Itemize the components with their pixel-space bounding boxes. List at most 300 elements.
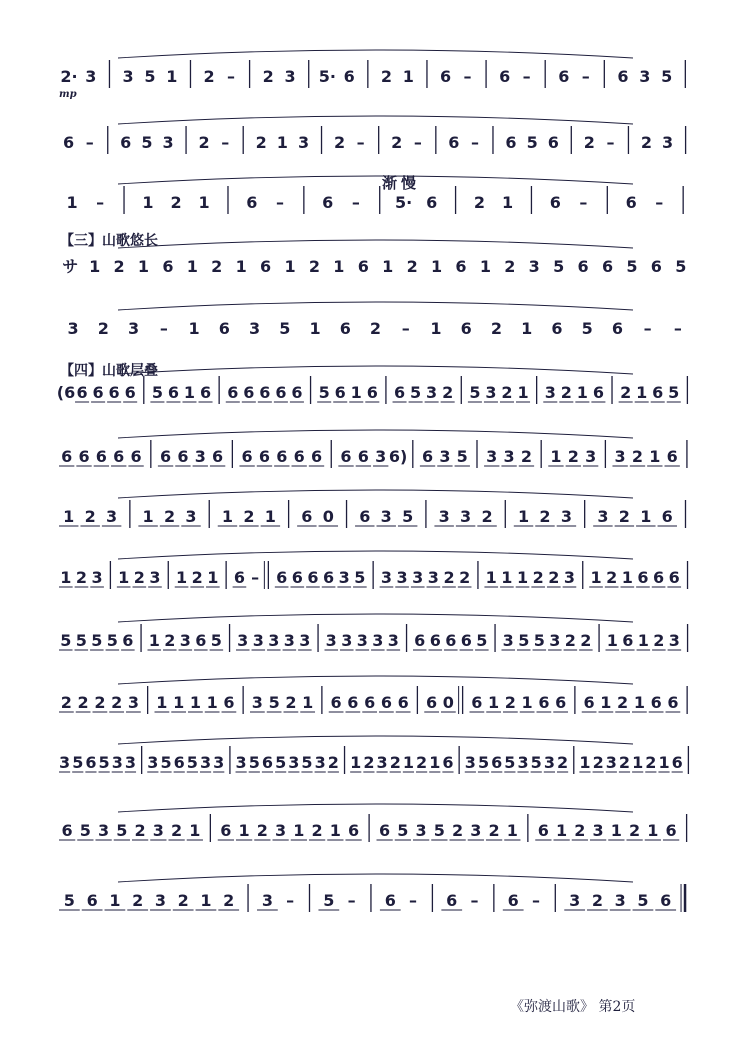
note: 3 bbox=[124, 753, 137, 772]
row-9 bbox=[59, 551, 688, 589]
note: 3 bbox=[517, 753, 529, 772]
note: 6 bbox=[547, 133, 559, 152]
note: 6 bbox=[652, 383, 664, 402]
note: 3 bbox=[412, 568, 424, 587]
note: 3 bbox=[85, 67, 97, 86]
note: 1 bbox=[402, 753, 415, 772]
note: – bbox=[413, 133, 422, 152]
slur bbox=[118, 176, 633, 184]
note: 6 bbox=[671, 753, 683, 772]
note: 2 bbox=[84, 507, 96, 526]
note: – bbox=[643, 319, 652, 338]
slur bbox=[118, 874, 633, 882]
note: 3 bbox=[614, 891, 626, 910]
note: 5 bbox=[75, 631, 87, 650]
note: 6 bbox=[366, 383, 378, 402]
note: 2 bbox=[548, 568, 560, 587]
note: 6 bbox=[310, 447, 323, 466]
note: 1 bbox=[156, 693, 168, 712]
note: 1 bbox=[235, 257, 247, 276]
note: 6 bbox=[212, 447, 224, 466]
note: 2 bbox=[473, 193, 486, 212]
note: 2 bbox=[481, 507, 493, 526]
note: 1 bbox=[610, 821, 622, 840]
note: 3 bbox=[59, 753, 71, 772]
note: 3 bbox=[237, 631, 249, 650]
note: 5 bbox=[504, 753, 516, 772]
note: 6 bbox=[397, 693, 409, 712]
note: 6 bbox=[380, 693, 392, 712]
note: 3 bbox=[162, 133, 174, 152]
note: 3 bbox=[314, 753, 326, 772]
note: (6 bbox=[56, 383, 76, 402]
note: 1 bbox=[430, 319, 442, 338]
note: – bbox=[401, 319, 410, 338]
note: 6 bbox=[429, 631, 441, 650]
note: 3 bbox=[569, 891, 581, 910]
note: 1 bbox=[350, 383, 362, 402]
slur bbox=[118, 490, 633, 498]
note: 6 bbox=[291, 568, 303, 587]
note: 3 bbox=[199, 753, 212, 772]
note: 3 bbox=[91, 568, 103, 587]
note: 6 bbox=[650, 257, 662, 276]
note: 3 bbox=[341, 631, 353, 650]
note: 6 bbox=[61, 821, 73, 840]
note: 6 bbox=[393, 383, 406, 402]
note: 5· bbox=[394, 193, 413, 212]
note: 1 bbox=[183, 383, 196, 402]
note: 6 bbox=[220, 821, 232, 840]
note: 6 bbox=[177, 447, 189, 466]
note: 5 bbox=[98, 753, 110, 772]
note: 6 bbox=[199, 383, 212, 402]
note: 6) bbox=[388, 447, 408, 466]
note: 6 bbox=[455, 257, 467, 276]
note: 3 bbox=[252, 631, 264, 650]
note: 1 bbox=[402, 67, 414, 86]
note: 3 bbox=[261, 891, 273, 910]
note: 1 bbox=[293, 821, 305, 840]
note: 2 bbox=[285, 693, 297, 712]
note: 6 bbox=[384, 891, 396, 910]
note: 2 bbox=[333, 133, 346, 152]
note: 1 bbox=[189, 821, 201, 840]
note: 5 bbox=[160, 753, 172, 772]
note: 2 bbox=[369, 319, 382, 338]
note: 3 bbox=[662, 133, 674, 152]
note: 6 bbox=[442, 753, 454, 772]
note: 3 bbox=[470, 821, 482, 840]
note: 3 bbox=[563, 568, 576, 587]
note: 2 bbox=[580, 631, 592, 650]
note: 1 bbox=[506, 821, 518, 840]
note: 6 bbox=[460, 631, 472, 650]
note: 5 bbox=[637, 891, 649, 910]
note: 6 bbox=[359, 507, 371, 526]
note: 1 bbox=[590, 568, 602, 587]
note: 3 bbox=[560, 507, 572, 526]
note: 3 bbox=[248, 319, 261, 338]
note: 1 bbox=[516, 568, 529, 587]
note: 5 bbox=[397, 821, 409, 840]
note: 6 bbox=[592, 383, 604, 402]
note: 2 bbox=[255, 133, 267, 152]
note: 6 bbox=[95, 447, 107, 466]
note: 1 bbox=[430, 257, 443, 276]
note: 2 bbox=[391, 133, 403, 152]
note: 1 bbox=[382, 257, 394, 276]
note: 5 bbox=[668, 383, 680, 402]
note: 3 bbox=[485, 383, 497, 402]
note: 1 bbox=[501, 568, 513, 587]
note: 1 bbox=[109, 891, 121, 910]
note: – bbox=[356, 133, 365, 152]
note: 1 bbox=[89, 257, 101, 276]
note: 6 bbox=[276, 568, 288, 587]
note: 5 bbox=[318, 383, 330, 402]
note: 6 bbox=[108, 383, 120, 402]
row-1 bbox=[60, 50, 685, 88]
note: 3 bbox=[122, 67, 134, 86]
note: 6 bbox=[426, 193, 438, 212]
note: 6 bbox=[85, 753, 97, 772]
note: 2 bbox=[77, 693, 89, 712]
note: 2 bbox=[416, 753, 428, 772]
note: 6 bbox=[227, 383, 239, 402]
note: 3 bbox=[213, 753, 225, 772]
note: 3 bbox=[427, 568, 439, 587]
note: 6 bbox=[243, 383, 255, 402]
note: 2 bbox=[567, 447, 579, 466]
note: 2 bbox=[504, 693, 516, 712]
note: 1 bbox=[186, 257, 198, 276]
note: 3 bbox=[67, 319, 79, 338]
note: 2 bbox=[645, 753, 657, 772]
note: – bbox=[226, 67, 235, 86]
note: – bbox=[606, 133, 615, 152]
note: 5 bbox=[530, 753, 542, 772]
note: 1 bbox=[501, 193, 514, 212]
note: – bbox=[275, 193, 284, 212]
note: 3 bbox=[111, 753, 123, 772]
note: 3 bbox=[614, 447, 626, 466]
row-4 bbox=[62, 240, 686, 276]
note: 5 bbox=[91, 631, 103, 650]
note: 1 bbox=[207, 568, 219, 587]
note: 3 bbox=[185, 507, 197, 526]
note: 2 bbox=[191, 568, 203, 587]
note: 1 bbox=[137, 257, 150, 276]
note: – bbox=[655, 193, 664, 212]
section-heading-three: 【三】山歌悠长 bbox=[60, 233, 158, 249]
note: 3 bbox=[372, 631, 384, 650]
note: 5 bbox=[301, 753, 313, 772]
note: 2 bbox=[60, 693, 72, 712]
note: 1 bbox=[633, 693, 645, 712]
note: 2 bbox=[132, 891, 144, 910]
note: 6 bbox=[241, 447, 253, 466]
note: 3 bbox=[147, 753, 159, 772]
note: 2 bbox=[111, 693, 123, 712]
note: 5 bbox=[675, 257, 687, 276]
note: 3 bbox=[297, 133, 310, 152]
note: 3 bbox=[375, 447, 387, 466]
row-11 bbox=[59, 676, 687, 714]
note: 3 bbox=[668, 631, 680, 650]
note: 6 bbox=[448, 133, 460, 152]
note: 3 bbox=[585, 447, 597, 466]
note: 3 bbox=[194, 447, 206, 466]
note: 3 bbox=[283, 631, 295, 650]
note: 2 bbox=[203, 67, 215, 86]
note: – bbox=[286, 891, 295, 910]
note: 6 bbox=[637, 568, 649, 587]
note: 1 bbox=[488, 693, 500, 712]
note: 3 bbox=[380, 568, 393, 587]
note: 3 bbox=[543, 753, 555, 772]
slur bbox=[118, 240, 633, 248]
note: 2 bbox=[592, 753, 604, 772]
note: 3 bbox=[592, 821, 604, 840]
note: 2 bbox=[256, 821, 268, 840]
note: 1 bbox=[221, 507, 234, 526]
note: 6 bbox=[322, 193, 334, 212]
note: 5 bbox=[144, 67, 156, 86]
note: 2 bbox=[583, 133, 595, 152]
note: 2 bbox=[164, 631, 176, 650]
note: 2 bbox=[520, 447, 533, 466]
note: 2 bbox=[97, 319, 109, 338]
note: – bbox=[96, 193, 105, 212]
note: 6 bbox=[340, 447, 352, 466]
note: 6 bbox=[122, 631, 134, 650]
slur bbox=[118, 804, 633, 812]
note: 2 bbox=[488, 821, 500, 840]
note: 2 bbox=[94, 693, 106, 712]
note: サ bbox=[62, 257, 79, 276]
note: 1 bbox=[429, 753, 441, 772]
note: – bbox=[470, 133, 479, 152]
note: 1 bbox=[517, 507, 530, 526]
note: 3 bbox=[127, 693, 139, 712]
slur bbox=[118, 551, 633, 559]
note: 1 bbox=[60, 568, 72, 587]
note: 2 bbox=[406, 257, 418, 276]
note: 3 bbox=[396, 568, 408, 587]
note: 6 bbox=[665, 821, 677, 840]
note: 1 bbox=[189, 693, 201, 712]
slur bbox=[118, 430, 633, 438]
note: 1 bbox=[521, 693, 533, 712]
note: 5 bbox=[626, 257, 638, 276]
note: 3 bbox=[549, 631, 561, 650]
note: 6 bbox=[275, 383, 287, 402]
note: 2 bbox=[564, 631, 576, 650]
note: 6 bbox=[601, 257, 614, 276]
note: 1 bbox=[640, 507, 652, 526]
note: 3 bbox=[460, 507, 472, 526]
note: 1 bbox=[658, 753, 670, 772]
note: 6 bbox=[260, 257, 272, 276]
note: 5 bbox=[526, 133, 538, 152]
note: 1 bbox=[238, 821, 250, 840]
note: 3 bbox=[502, 631, 514, 650]
note: 6 bbox=[364, 693, 376, 712]
note: 1 bbox=[264, 507, 276, 526]
note: 2 bbox=[389, 753, 401, 772]
note: 6 bbox=[76, 383, 88, 402]
note: 1 bbox=[649, 447, 661, 466]
note: 3 bbox=[235, 753, 247, 772]
note: 6 bbox=[668, 568, 680, 587]
note: 6 bbox=[660, 891, 672, 910]
note: 2 bbox=[452, 821, 464, 840]
note: 1 bbox=[329, 821, 341, 840]
note: 1 bbox=[579, 753, 591, 772]
note: 3 bbox=[597, 507, 609, 526]
note: – bbox=[673, 319, 682, 338]
note: 2 bbox=[243, 507, 255, 526]
note: 2 bbox=[618, 753, 631, 772]
note: 2 bbox=[223, 891, 235, 910]
note: 6 bbox=[293, 447, 305, 466]
note: 6 bbox=[78, 447, 90, 466]
note: 6 bbox=[339, 319, 351, 338]
note: 2 bbox=[327, 753, 339, 772]
note: 3 bbox=[639, 67, 651, 86]
note: 2 bbox=[311, 821, 323, 840]
note: – bbox=[251, 568, 260, 587]
note: 3 bbox=[426, 383, 438, 402]
slur bbox=[118, 302, 633, 310]
note: 2 bbox=[133, 568, 145, 587]
note: 1 bbox=[276, 133, 288, 152]
note: 3 bbox=[149, 568, 161, 587]
note: 5 bbox=[279, 319, 291, 338]
note: 1 bbox=[521, 319, 533, 338]
note: 6 bbox=[307, 568, 319, 587]
note: 2 bbox=[308, 257, 321, 276]
note: 2 bbox=[618, 507, 630, 526]
note: 2 bbox=[443, 568, 455, 587]
note: 3 bbox=[356, 631, 368, 650]
note: 6 bbox=[261, 753, 274, 772]
note: 6 bbox=[499, 67, 511, 86]
note: 5 bbox=[72, 753, 84, 772]
note: 2 bbox=[560, 383, 572, 402]
row-14 bbox=[59, 874, 685, 912]
note: 6 bbox=[551, 319, 563, 338]
note: 6 bbox=[555, 693, 567, 712]
note: 6 bbox=[86, 891, 98, 910]
note: 5 bbox=[116, 821, 128, 840]
note: 1 bbox=[142, 193, 154, 212]
note: 6 bbox=[617, 67, 629, 86]
note: 6 bbox=[558, 67, 570, 86]
tempo-marking: 渐慢 bbox=[382, 174, 421, 192]
note: 6 bbox=[291, 383, 303, 402]
note: 6 bbox=[167, 383, 180, 402]
note: 6 bbox=[323, 568, 335, 587]
note: 2 bbox=[163, 507, 176, 526]
note: 6 bbox=[446, 891, 458, 910]
note: 2 bbox=[177, 891, 189, 910]
note: 1 bbox=[485, 568, 497, 587]
note: 6 bbox=[159, 447, 172, 466]
note: 6 bbox=[414, 631, 426, 650]
note: 2 bbox=[363, 753, 375, 772]
note: 1 bbox=[333, 257, 345, 276]
note: 1 bbox=[350, 753, 362, 772]
note: 3 bbox=[438, 507, 450, 526]
note: 6 bbox=[113, 447, 125, 466]
note: 1 bbox=[200, 891, 212, 910]
slur bbox=[118, 116, 633, 124]
note: 2 bbox=[75, 568, 88, 587]
note: 5 bbox=[433, 821, 445, 840]
note: 6 bbox=[63, 133, 75, 152]
note: 1 bbox=[576, 383, 588, 402]
note: 1 bbox=[550, 447, 562, 466]
note: 6 bbox=[173, 753, 185, 772]
note: 1 bbox=[600, 693, 612, 712]
note: – bbox=[531, 891, 540, 910]
note: 1 bbox=[188, 319, 200, 338]
note: 6 bbox=[334, 383, 346, 402]
note: 5 bbox=[248, 753, 260, 772]
row-5 bbox=[68, 302, 682, 338]
note: 3 bbox=[152, 821, 164, 840]
note: 3 bbox=[464, 753, 476, 772]
note: – bbox=[351, 193, 360, 212]
note: 3 bbox=[605, 753, 617, 772]
note: 2 bbox=[490, 319, 503, 338]
note: 6 bbox=[347, 693, 359, 712]
note: 2 bbox=[539, 507, 551, 526]
note: 6 bbox=[357, 447, 369, 466]
note: 3 bbox=[284, 67, 296, 86]
note: 6 bbox=[421, 447, 434, 466]
note: 6 bbox=[625, 193, 637, 212]
note: 1 bbox=[606, 631, 618, 650]
note: – bbox=[409, 891, 418, 910]
note: 5 bbox=[79, 821, 91, 840]
note: 3 bbox=[415, 821, 427, 840]
note: 5 bbox=[476, 631, 488, 650]
note: 6 bbox=[538, 693, 550, 712]
note: 2 bbox=[606, 568, 618, 587]
note: 6 bbox=[130, 447, 142, 466]
note: 2 bbox=[629, 821, 641, 840]
note: 2 bbox=[591, 891, 603, 910]
note: 3 bbox=[275, 821, 287, 840]
note: – bbox=[579, 193, 588, 212]
note: 6 bbox=[622, 631, 634, 650]
note: 2 bbox=[442, 383, 454, 402]
note: 6 bbox=[61, 447, 73, 466]
note: 2· bbox=[60, 67, 78, 86]
note: 1 bbox=[302, 693, 314, 712]
page-footer: 《弥渡山歌》 第2页 bbox=[510, 999, 636, 1015]
note: 6 bbox=[92, 383, 104, 402]
note: – bbox=[85, 133, 94, 152]
row-13 bbox=[59, 804, 687, 842]
note: 3 bbox=[325, 631, 337, 650]
note: 6 bbox=[661, 507, 673, 526]
note: 6 bbox=[348, 821, 360, 840]
note: 6 bbox=[426, 693, 438, 712]
